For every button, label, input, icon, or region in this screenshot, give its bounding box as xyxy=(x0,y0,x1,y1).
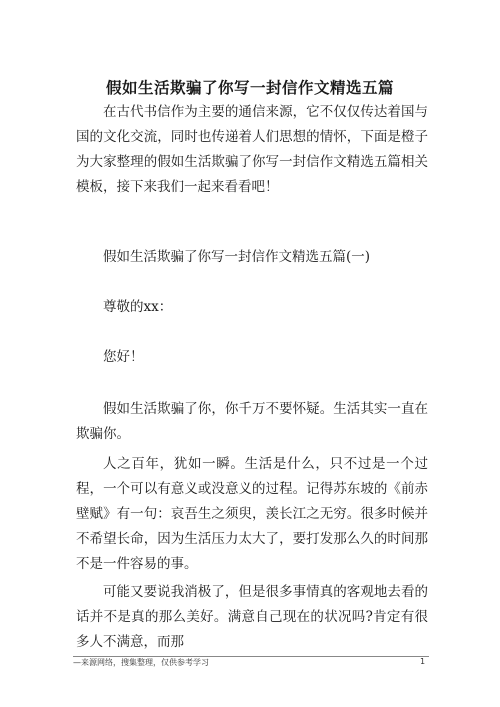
document-title: 假如生活欺骗了你写一封信作文精选五篇 xyxy=(105,78,394,97)
paragraph-2: 人之百年，犹如一瞬。生活是什么，只不过是一个过程，一个可以有意义或没意义的过程。记得苏东坡的《前赤壁赋》有一句：哀吾生之须臾，羡长江之无穷。很多时候并不希望长命，因为生活压力太大了，要打发那么久的时间那不是一件容易的事。 xyxy=(76,456,428,572)
footer-note: —来源网络，搜集整理，仅供参考学习 xyxy=(73,658,209,667)
page-number: 1 xyxy=(420,657,426,666)
paragraph-3: 可能又要说我消极了，但是很多事情真的客观地去看的话并不是真的那么美好。满意自己现在的状况吗?肯定有很多人不满意，而那 xyxy=(76,584,428,650)
greeting: 您好！ xyxy=(103,349,144,365)
intro-paragraph: 在古代书信作为主要的通信来源，它不仅仅传达着国与国的文化交流，同时也传递着人们思想的情怀，下面是橙子为大家整理的假如生活欺骗了你写一封信作文精选五篇相关模板，接下来我们一起来看看吧！ xyxy=(76,104,428,195)
section-heading: 假如生活欺骗了你写一封信作文精选五篇(一) xyxy=(103,249,371,265)
paragraph-1: 假如生活欺骗了你，你千万不要怀疑。生活其实一直在欺骗你。 xyxy=(76,401,428,442)
salutation: 尊敬的xx： xyxy=(103,299,173,315)
